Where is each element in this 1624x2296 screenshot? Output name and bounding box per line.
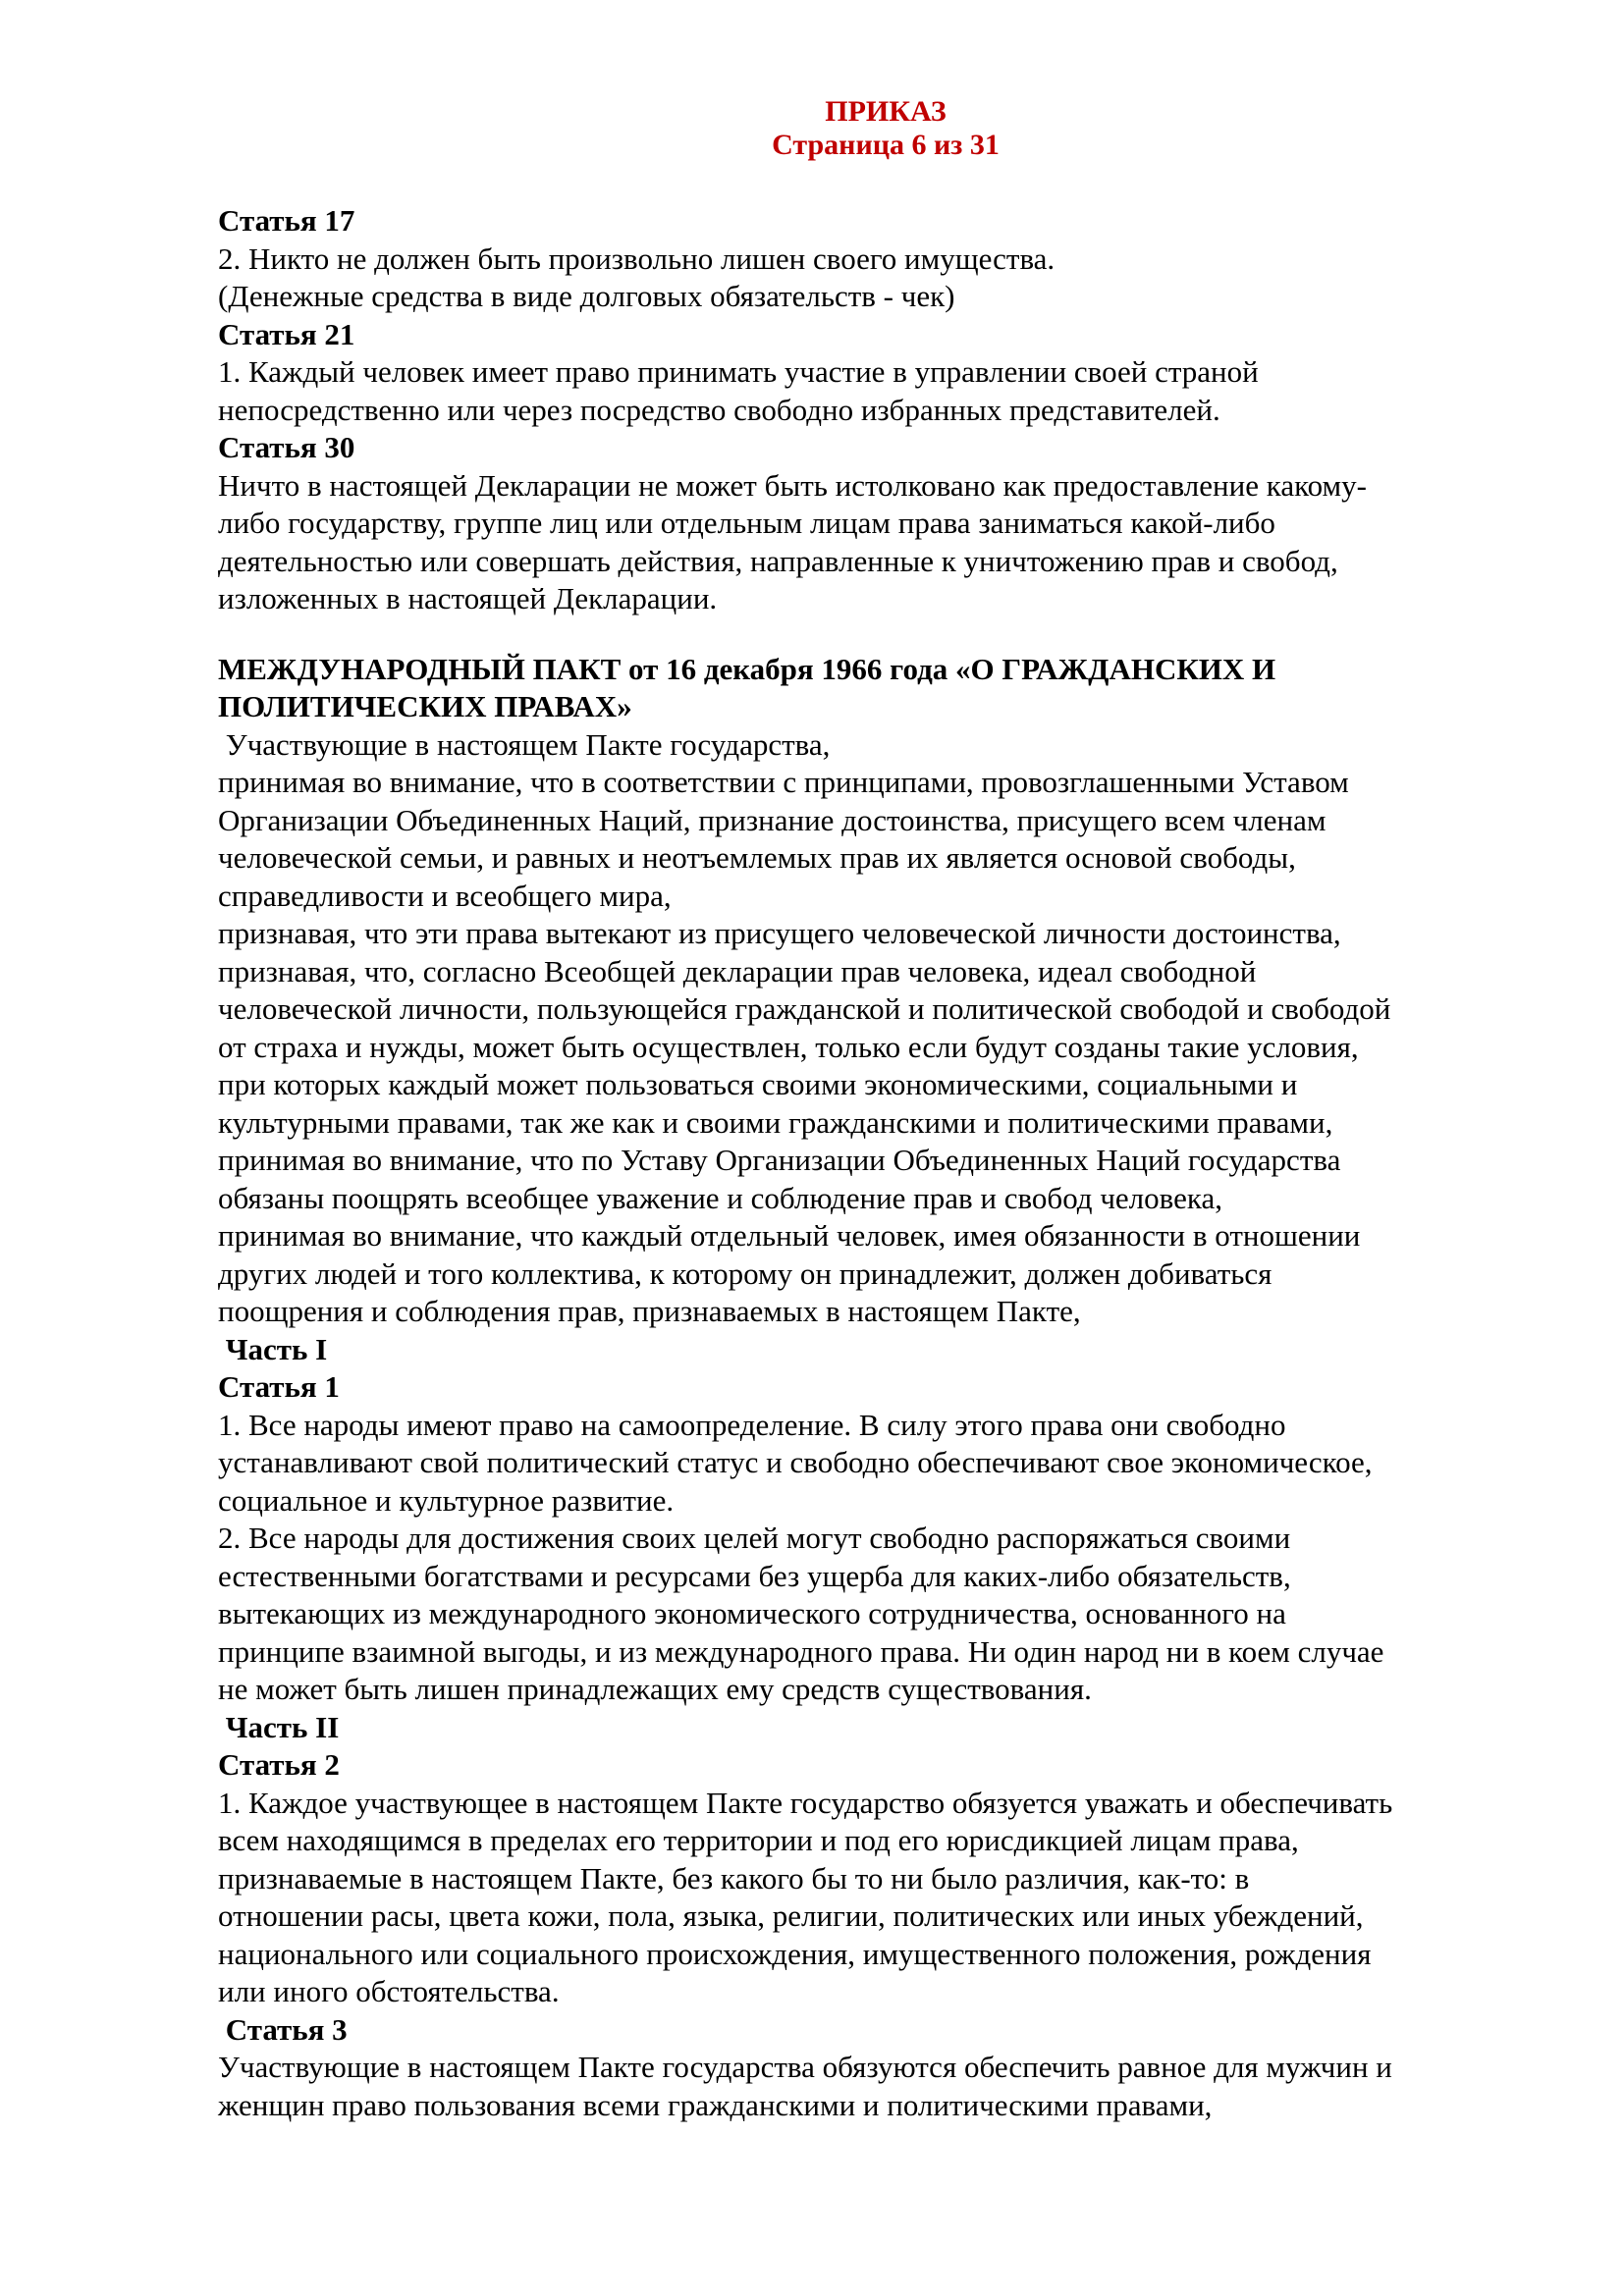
- document-body: [218, 202, 1553, 2124]
- paragraph-article-1: 1. Все народы имеют право на самоопределение. В силу этого права они свободно устанавливают свой политический статус и свободно обеспечивают свое экономическое, социальное и культурное развитие. 2. Все народы для достижения своих целей могут свободно распоряжаться своими естественными богатствами и ресурсами без ущерба для каких-либо обязательств, вытекающих из международного экономического сотрудничества, основанного на принципе взаимной выгоды, и из международного права. Ни один народ ни в коем случае не может быть лишен принадлежащих ему средств существования.: [218, 1407, 1384, 1706]
- page-indicator: Страница 6 из 31: [772, 129, 1000, 161]
- heading-part-2: Часть II: [218, 1709, 340, 1744]
- heading-article-1: Статья 1: [218, 1369, 340, 1404]
- paragraph-article-3: Участвующие в настоящем Пакте государства обязуются обеспечить равное для мужчин и женщин право пользования всеми гражданскими и политическими правами,: [218, 2050, 1392, 2122]
- paragraph-article-21: 1. Каждый человек имеет право принимать участие в управлении своей страной непосредственно или через посредство свободно избранных представителей.: [218, 354, 1259, 427]
- paragraph-article-30: Ничто в настоящей Декларации не может быть истолковано как предоставление какому- либо государству, группе лиц или отдельным лицам права заниматься какой-либо деятельностью или совершать действия, направленные к уничтожению прав и свобод, изложенных в настоящей Декларации.: [218, 467, 1367, 615]
- heading-article-21: Статья 21: [218, 316, 355, 351]
- document-title: ПРИКАЗ: [825, 95, 947, 128]
- section-title-international-pact: МЕЖДУНАРОДНЫЙ ПАКТ от 16 декабря 1966 года «О ГРАЖДАНСКИХ И ПОЛИТИЧЕСКИХ ПРАВАХ»: [218, 651, 1276, 723]
- blank-line-spacer: [218, 618, 1553, 651]
- paragraph-article-2: 1. Каждое участвующее в настоящем Пакте государство обязуется уважать и обеспечивать всем находящимся в пределах его территории и под его юрисдикцией лицам права, признаваемые в настоящем Пакте, без какого бы то ни было различия, как-то: в отношении расы, цвета кожи, пола, языка, религии, политических или иных убеждений, национального или социального происхождения, имущественного положения, рождения или иного обстоятельства.: [218, 1785, 1393, 2008]
- heading-article-17: Статья 17: [218, 203, 355, 238]
- paragraph-article-17: 2. Никто не должен быть произвольно лишен своего имущества. (Денежные средства в виде долговых обязательств - чек): [218, 240, 1056, 313]
- paragraph-preamble: Участвующие в настоящем Пакте государства, принимая во внимание, что в соответствии с принципами, провозглашенными Уставом Организации Объединенных Наций, признание достоинства, присущего всем членам человеческой семьи, и равных и неотъемлемых прав их является основой свободы, справедливости и всеобщего мира, признавая, что эти права вытекают из присущего человеческой личности достоинства, признавая, что, согласно Всеобщей декларации прав человека, идеал свободной человеческой личности, пользующейся гражданской и политической свободой и свободой от страха и нужды, может быть осуществлен, только если будут созданы такие условия, при которых каждый может пользоваться своими экономическими, социальными и культурными правами, так же как и своими гражданскими и политическими правами, принимая во внимание, что по Уставу Организации Объединенных Наций государства обязаны поощрять всеобщее уважение и соблюдение прав и свобод человека, принимая во внимание, что каждый отдельный человек, имея обязанности в отношении других людей и того коллектива, к которому он принадлежит, должен добиваться поощрения и соблюдения прав, признаваемых в настоящем Пакте,: [218, 726, 1391, 1328]
- heading-article-3: Статья 3: [218, 2011, 348, 2047]
- heading-article-2: Статья 2: [218, 1747, 340, 1782]
- heading-article-30: Статья 30: [218, 430, 355, 464]
- heading-part-1: Часть I: [218, 1331, 328, 1366]
- document-header: [218, 95, 1553, 162]
